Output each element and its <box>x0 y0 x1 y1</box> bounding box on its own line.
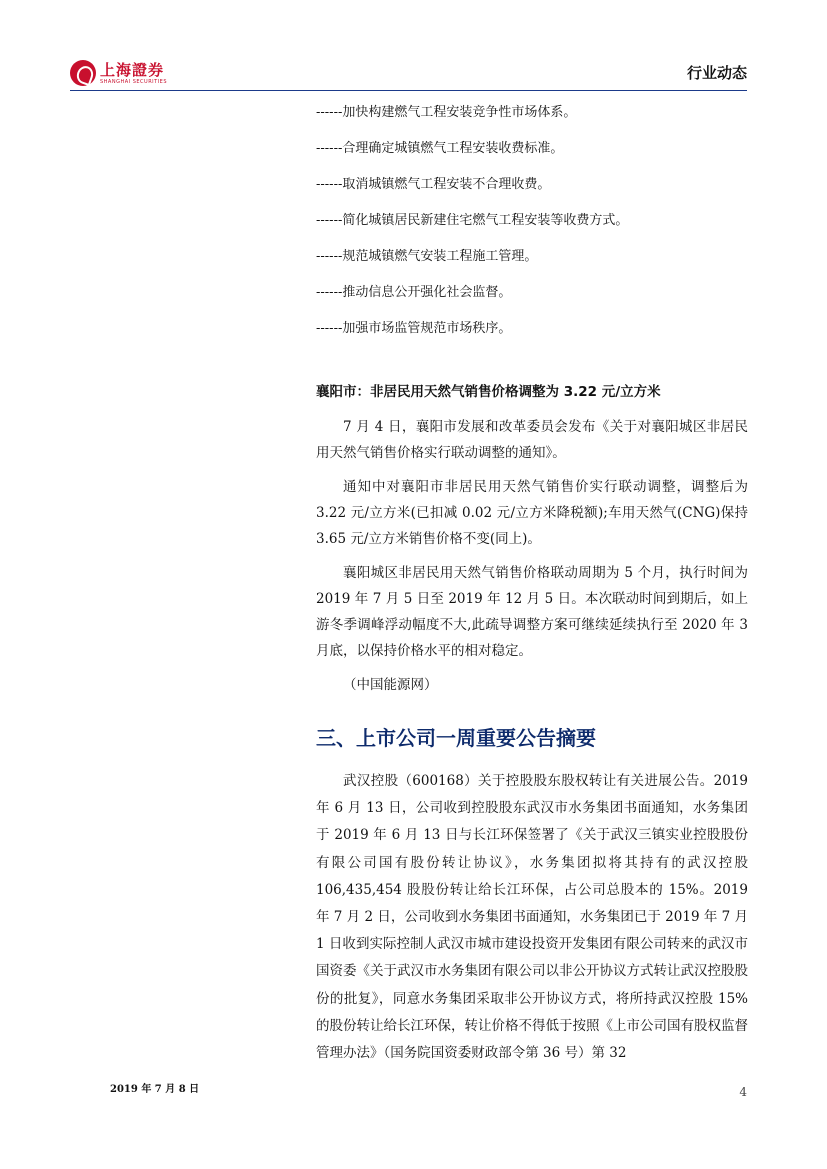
news-subheading: 襄阳市：非居民用天然气销售价格调整为 3.22 元/立方米 <box>316 384 661 400</box>
report-date: 2019 年 7 月 8 日 <box>110 1084 200 1095</box>
list-item: ------加快构建燃气工程安装竞争性市场体系。 <box>316 105 577 120</box>
page-body <box>316 98 748 1067</box>
logo-name: 上海證券 <box>100 60 165 79</box>
news-paragraph: 通知中对襄阳市非居民用天然气销售价实行联动调整，调整后为 3.22 元/立方米(已扣减 0.02 元/立方米降税额);车用天然气(CNG)保持 3.65 元/立方米销售价格不变(同上)。 <box>316 479 748 547</box>
header-divider <box>70 90 747 91</box>
page-header <box>0 0 827 100</box>
list-item: ------加强市场监管规范市场秩序。 <box>316 321 512 336</box>
measure-list <box>316 98 748 350</box>
logo-english-name: SHANGHAI SECURITIES <box>100 78 168 85</box>
news-paragraph: 7 月 4 日，襄阳市发展和改革委员会发布《关于对襄阳城区非居民用天然气销售价格实行联动调整的通知》。 <box>316 419 748 461</box>
announcement-paragraph: 武汉控股（600168）关于控股股东股权转让有关进展公告。2019 年 6 月 13 日，公司收到控股股东武汉市水务集团书面通知，水务集团于 2019 年 6 月 13 日与长江环保签署了《关于武汉三镇实业控股股份有限公司国有股份转让协议》，水务集团拟将其持有的武汉控股 106,435,454 股股份转让给长江环保，占公司总股本的 15%。2019 年 7 月 2 日，公司收到水务集团书面通知，水务集团已于 2019 年 7 月 1 日收到实际控制人武汉市城市建设投资开发集团有限公司转来的武汉市国资委《关于武汉市水务集团有限公司以非公开协议方式转让武汉控股股份的批复》，同意水务集团采取非公开协议方式，将所持武汉控股 15%的股份转让给长江环保，转让价格不得低于按照《上市公司国有股权监督管理办法》（国务院国资委财政部令第 36 号）第 32 <box>316 773 748 1062</box>
list-item: ------简化城镇居民新建住宅燃气工程安装等收费方式。 <box>316 213 629 228</box>
list-item: ------推动信息公开强化社会监督。 <box>316 285 512 300</box>
news-paragraph: 襄阳城区非居民用天然气销售价格联动周期为 5 个月，执行时间为 2019 年 7 月 5 日至 2019 年 12 月 5 日。本次联动时间到期后，如上游冬季调峰浮动幅度不大,此疏导调整方案可继续延续执行至 2020 年 3 月底，以保持价格水平的相对稳定。 <box>316 565 748 659</box>
section-heading: 三、上市公司一周重要公告摘要 <box>316 726 596 750</box>
logo-emblem-icon <box>70 60 96 86</box>
page-number: 4 <box>739 1085 747 1099</box>
report-category: 行业动态 <box>686 64 747 82</box>
list-item: ------合理确定城镇燃气工程安装收费标准。 <box>316 141 564 156</box>
company-logo <box>70 60 167 86</box>
list-item: ------规范城镇燃气安装工程施工管理。 <box>316 249 538 264</box>
list-item: ------取消城镇燃气工程安装不合理收费。 <box>316 177 551 192</box>
news-source: （中国能源网） <box>343 677 438 693</box>
